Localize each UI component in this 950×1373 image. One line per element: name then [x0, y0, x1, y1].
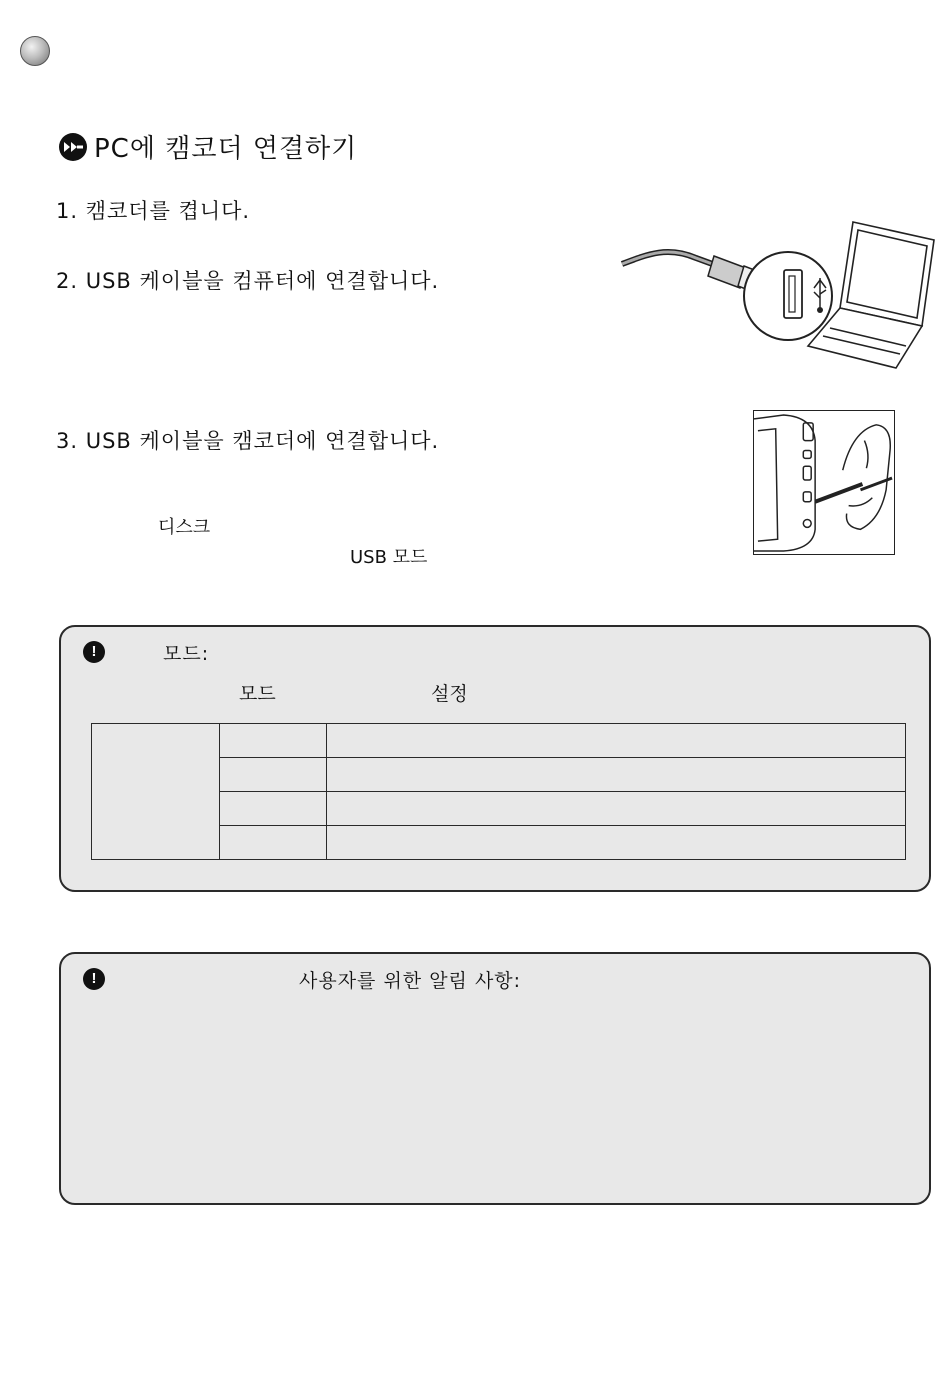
mode-note-box: [59, 625, 931, 892]
table-cell-mode: [220, 758, 327, 792]
user-notice-box: [59, 952, 931, 1205]
usb-mode-text: USB 모드: [350, 547, 428, 568]
table-cell-mode: [220, 826, 327, 860]
mode-table: [91, 723, 906, 860]
disk-text: 디스크: [158, 517, 211, 538]
table-row: [92, 724, 906, 758]
note-title: 사용자를 위한 알림 사항:: [299, 970, 522, 992]
step-2: 2. USB 케이블을 컴퓨터에 연결합니다.: [56, 269, 440, 293]
table-group-cell: [92, 724, 220, 860]
table-cell-setting: [327, 826, 906, 860]
table-cell-mode: [220, 792, 327, 826]
usb-camcorder-illustration: [753, 410, 895, 555]
table-cell-setting: [327, 792, 906, 826]
column-header-mode: 모드: [239, 683, 276, 705]
section-heading: [58, 128, 357, 165]
table-cell-setting: [327, 724, 906, 758]
note-title: 모드:: [163, 643, 210, 665]
step-3: 3. USB 케이블을 캠코더에 연결합니다.: [56, 429, 440, 453]
usb-laptop-illustration: [618, 218, 936, 374]
table-cell-setting: [327, 758, 906, 792]
exclamation-icon: !: [83, 968, 105, 990]
double-arrow-icon: [58, 132, 88, 162]
column-header-setting: 설정: [431, 683, 468, 705]
table-cell-mode: [220, 724, 327, 758]
exclamation-icon: !: [83, 641, 105, 663]
section-title: PC에 캠코더 연결하기: [94, 134, 358, 164]
step-1: 1. 캠코더를 켭니다.: [56, 199, 251, 223]
page-marker-icon: [20, 36, 50, 66]
